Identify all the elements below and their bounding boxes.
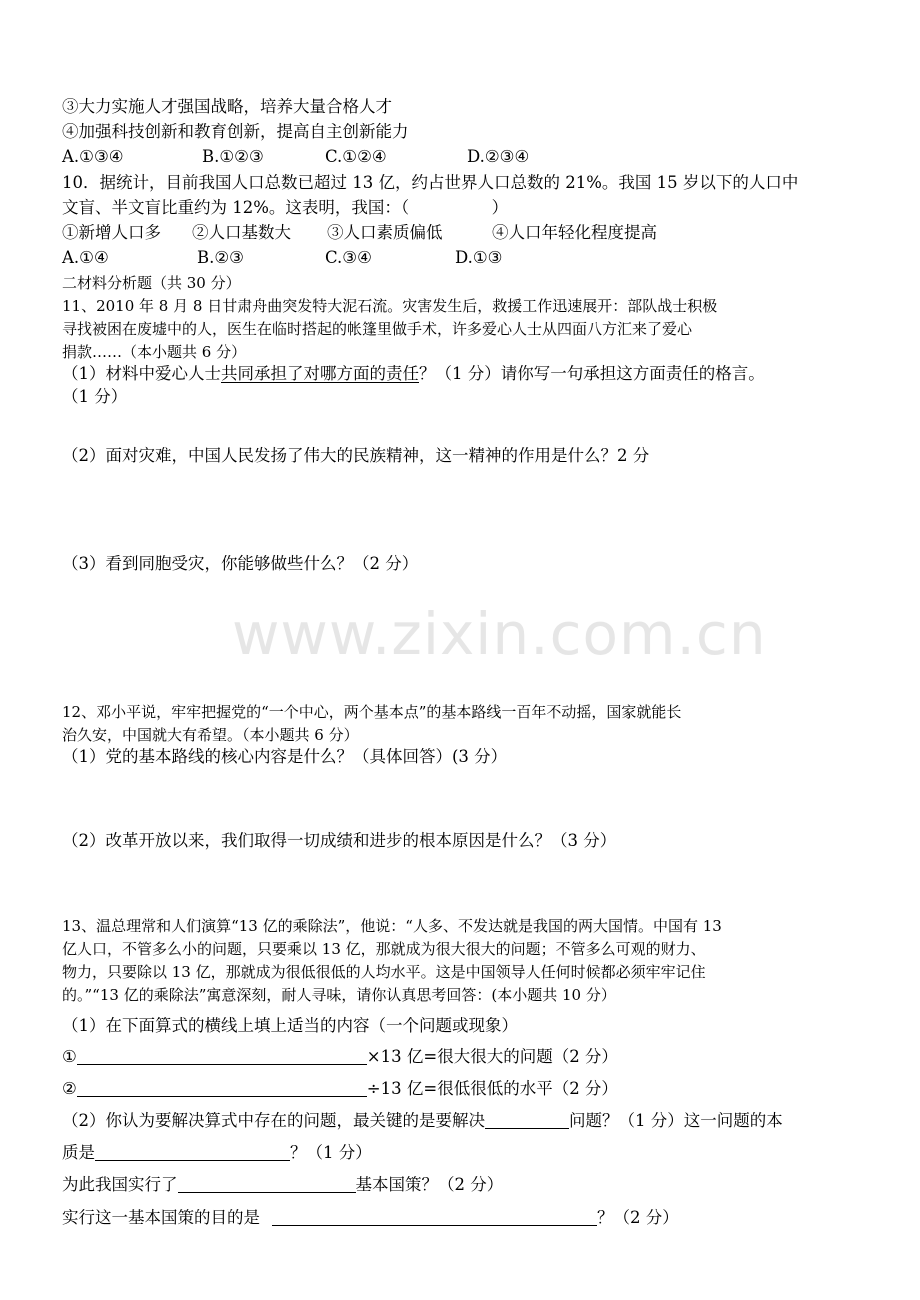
q13-formula-1 (62, 1046, 618, 1068)
q11-sub-3: （3）看到同胞受灾，你能够做些什么？（2 分） (62, 554, 419, 573)
q10-option-d: D.①③ (455, 248, 503, 267)
q13-purpose-prefix: 实行这一基本国策的目的是 (62, 1208, 260, 1227)
q13-formula-2 (62, 1078, 618, 1100)
q10-item-1: ①新增人口多 (62, 223, 161, 242)
q10-item-4: ④人口年轻化程度提高 (492, 223, 657, 242)
watermark: www.zixin.com.cn (232, 600, 767, 668)
q13-essence-suffix: ？（1 分） (290, 1143, 372, 1162)
q13-policy-blank[interactable] (178, 1174, 356, 1193)
q13-line-1: 13、温总理常和人们演算“13 亿的乘除法”，他说：“人多、不发达就是我国的两大国情。中国有 13 (62, 917, 722, 935)
q13-formula-1-number: ① (62, 1047, 77, 1066)
q13-policy-prefix: 为此我国实行了 (62, 1175, 178, 1194)
section-2-title: 二材料分析题（共 30 分） (62, 274, 241, 292)
q12-sub-1: （1）党的基本路线的核心内容是什么？（具体回答）(3 分） (62, 747, 508, 766)
q10-line-2: 文盲、半文盲比重约为 12%。这表明，我国：（ ） (62, 198, 509, 217)
q13-sub-2 (62, 1110, 783, 1132)
q13-sub-2-suffix: 问题？（1 分）这一问题的本 (569, 1111, 783, 1130)
q12-sub-2: （2）改革开放以来，我们取得一切成绩和进步的根本原因是什么？（3 分） (62, 831, 617, 850)
q10-line-1: 10．据统计，目前我国人口总数已超过 13 亿，约占世界人口总数的 21%。我国 15 岁以下的人口中 (62, 173, 799, 192)
q11-sub-2: （2）面对灾难，中国人民发扬了伟大的民族精神，这一精神的作用是什么？2 分 (62, 446, 650, 465)
q12-line-1: 12、邓小平说，牢牢把握党的“一个中心，两个基本点”的基本路线一百年不动摇，国家就能长 (62, 703, 682, 721)
q13-sub-1: （1）在下面算式的横线上填上适当的内容（一个问题或现象） (62, 1016, 518, 1035)
q13-sub-2-prefix: （2）你认为要解决算式中存在的问题，最关键的是要解决 (62, 1111, 485, 1130)
q13-sub-2-line-2 (62, 1142, 372, 1164)
q10-item-2: ②人口基数大 (192, 223, 291, 242)
q11-line-3: 捐款……（本小题共 6 分） (62, 343, 247, 361)
q11-sub-1-underlined: 共同承担了对哪方面的责任 (221, 364, 419, 383)
q10-option-c: C.③④ (325, 248, 372, 267)
q13-line-3: 物力，只要除以 13 亿，那就成为很低很低的人均水平。这是中国领导人任何时候都必须牢牢记住 (62, 963, 706, 981)
q13-formula-2-blank[interactable] (77, 1078, 367, 1097)
q13-policy-suffix: 基本国策？（2 分） (355, 1175, 504, 1194)
q13-line-2: 亿人口，不管多么小的问题，只要乘以 13 亿，那就成为很大很大的问题；不管多么可观的财力、 (62, 940, 706, 958)
q9-option-d: D.②③④ (467, 147, 530, 166)
q11-line-1: 11、2010 年 8 月 8 日甘肃舟曲突发特大泥石流。灾害发生后，救援工作迅速展开：部队战士积极 (62, 297, 718, 315)
q13-purpose-blank[interactable] (272, 1207, 597, 1226)
q13-formula-2-number: ② (62, 1079, 77, 1098)
q9-option-b: B.①②③ (202, 147, 264, 166)
q9-option-a: A.①③④ (62, 147, 124, 166)
q13-line-4: 的。”“13 亿的乘除法”寓意深刻，耐人寻味，请你认真思考回答：(本小题共 10 分） (62, 986, 616, 1004)
q11-sub-1-suffix: ？（1 分）请你写一句承担这方面责任的格言。 (419, 364, 765, 383)
q9-item-3: ③大力实施人才强国战略，培养大量合格人才 (62, 97, 392, 116)
q13-formula-1-text: ×13 亿=很大很大的问题（2 分） (366, 1047, 618, 1066)
q9-item-4: ④加强科技创新和教育创新，提高自主创新能力 (62, 122, 409, 141)
q11-line-2: 寻找被困在废墟中的人，医生在临时搭起的帐篷里做手术，许多爱心人士从四面八方汇来了爱心 (62, 320, 693, 338)
q13-purpose-suffix: ？（2 分） (597, 1208, 679, 1227)
q13-formula-2-text: ÷13 亿=很低很低的水平（2 分） (366, 1079, 618, 1098)
q11-sub-1 (62, 363, 765, 385)
q12-line-2: 治久安，中国就大有希望。（本小题共 6 分） (62, 726, 359, 744)
q11-sub-1-prefix: （1）材料中爱心人士 (62, 364, 221, 383)
q13-essence-blank[interactable] (95, 1142, 290, 1161)
q11-sub-1-line-2: （1 分） (62, 387, 128, 406)
q10-item-3: ③人口素质偏低 (327, 223, 443, 242)
q13-policy (62, 1174, 503, 1196)
q10-option-b: B.②③ (197, 248, 244, 267)
q13-purpose (62, 1207, 679, 1229)
q13-sub-2-blank[interactable] (485, 1110, 569, 1129)
q10-option-a: A.①④ (62, 248, 109, 267)
q13-essence-prefix: 质是 (62, 1143, 95, 1162)
q13-formula-1-blank[interactable] (77, 1046, 367, 1065)
q9-option-c: C.①②④ (325, 147, 387, 166)
